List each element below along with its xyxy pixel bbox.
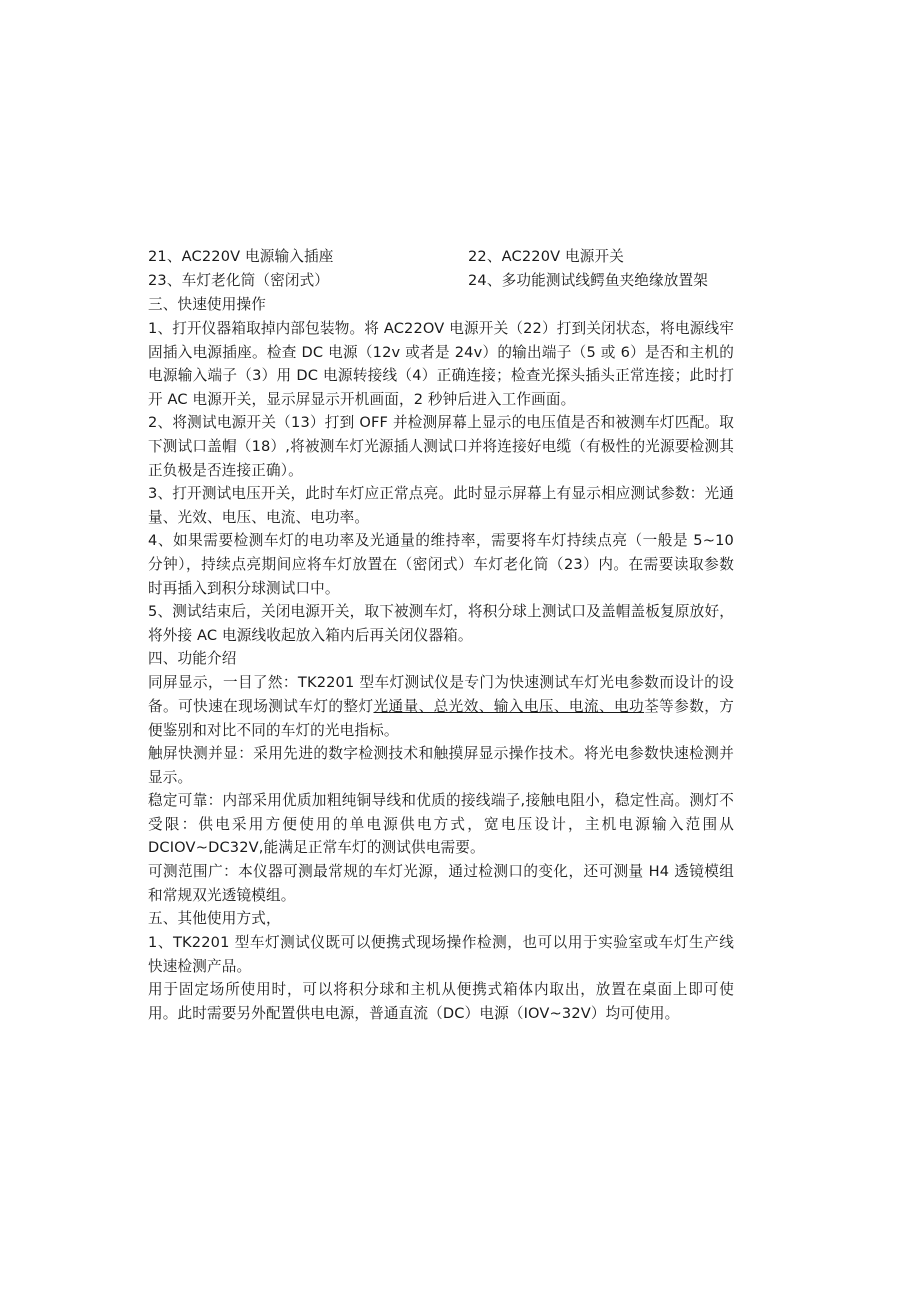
step-4-paragraph: 4、如果需要检测车灯的电功率及光通量的维持率，需要将车灯持续点亮（一般是 5~10 分钟），持续点亮期间应将车灯放置在（密闭式）车灯老化筒（23）内。在需要读取参数时再插入到积分球测试口中。 [148, 532, 734, 597]
section-heading-features: 四、功能介绍 [148, 650, 237, 668]
feature-stable-paragraph: 稳定可靠：内部采用优质加粗纯铜导线和优质的接线端子,接触电阻小，稳定性高。测灯不受限：供电采用方便使用的单电源供电方式，宽电压设计，主机电源输入范围从 DCIOV~DC32V,能满足正常车灯的测试供电需要。 [148, 792, 734, 857]
step-1-paragraph: 1、打开仪器箱取掉内部包装物。将 AC22OV 电源开关（22）打到关闭状态，将电源线牢固插入电源插座。检查 DC 电源（12v 或者是 24v）的输出端子（5 或 6）是否和主机的电源输入端子（3）用 DC 电源转接线（4）正确连接；检查光探头插头正常连接；此时打开 AC 电源开关，显示屏显示开机画面，2 秒钟后进入工作画面。 [148, 320, 734, 408]
underlined-parameters: 光通量、总光效、输入电压、电流、电功 [373, 697, 645, 715]
feature-text: 荃等参数，方便鉴别和对比不同的车灯的光电指标。 [148, 697, 735, 739]
feature-same-screen-paragraph [148, 671, 734, 742]
part-item: 22、AC220V 电源开关 [468, 248, 625, 265]
part-item: 23、车灯老化筒（密闭式） [148, 272, 330, 289]
document-page [148, 245, 734, 1026]
part-item: 21、AC220V 电源输入插座 [148, 248, 334, 265]
part-item: 24、多功能测试线鳄鱼夹绝缘放置架 [468, 272, 709, 289]
step-2-paragraph: 2、将测试电源开关（13）打到 OFF 并检测屏幕上显示的电压值是否和被测车灯匹配。取下测试口盖帽（18）,将被测车灯光源插人测试口并将连接好电缆（有极性的光源要检测其正负极是否连接正确）。 [148, 414, 734, 479]
feature-text: 同屏显示，一目了然：TK2201 型车灯测试仪是专门为快速测试车灯光电参数而设计的设备。可快速在现场测试车灯的整灯 [148, 674, 734, 715]
step-3-paragraph: 3、打开测试电压开关，此时车灯应正常点亮。此时显示屏幕上有显示相应测试参数：光通量、光效、电压、电流、电功率。 [148, 485, 734, 526]
step-5-paragraph: 5、测试结束后，关闭电源开关，取下被测车灯，将积分球上测试口及盖帽盖板复原放好，将外接 AC 电源线收起放入箱内后再关闭仪器箱。 [148, 603, 734, 644]
section-heading-other-usage: 五、其他使用方式， [148, 910, 281, 928]
feature-touchscreen-paragraph: 触屏快测并显：采用先进的数字检测技术和触摸屏显示操作技术。将光电参数快速检测并显示。 [148, 745, 734, 786]
other-usage-paragraph-1: 1、TK2201 型车灯测试仪既可以便携式现场操作检测，也可以用于实验室或车灯生产线快速检测产品。 [148, 934, 734, 975]
other-usage-paragraph-2: 用于固定场所使用时，可以将积分球和主机从便携式箱体内取出，放置在桌面上即可使用。此时需要另外配置供电电源，普通直流（DC）电源（IOV~32V）均可使用。 [148, 981, 734, 1023]
parts-row [148, 245, 734, 269]
parts-row [148, 269, 734, 293]
section-heading-quick-start: 三、快速使用操作 [148, 296, 266, 313]
feature-range-paragraph: 可测范围广：本仪器可测最常规的车灯光源，通过检测口的变化，还可测量 H4 透镜模组和常规双光透镜模组。 [148, 863, 734, 904]
